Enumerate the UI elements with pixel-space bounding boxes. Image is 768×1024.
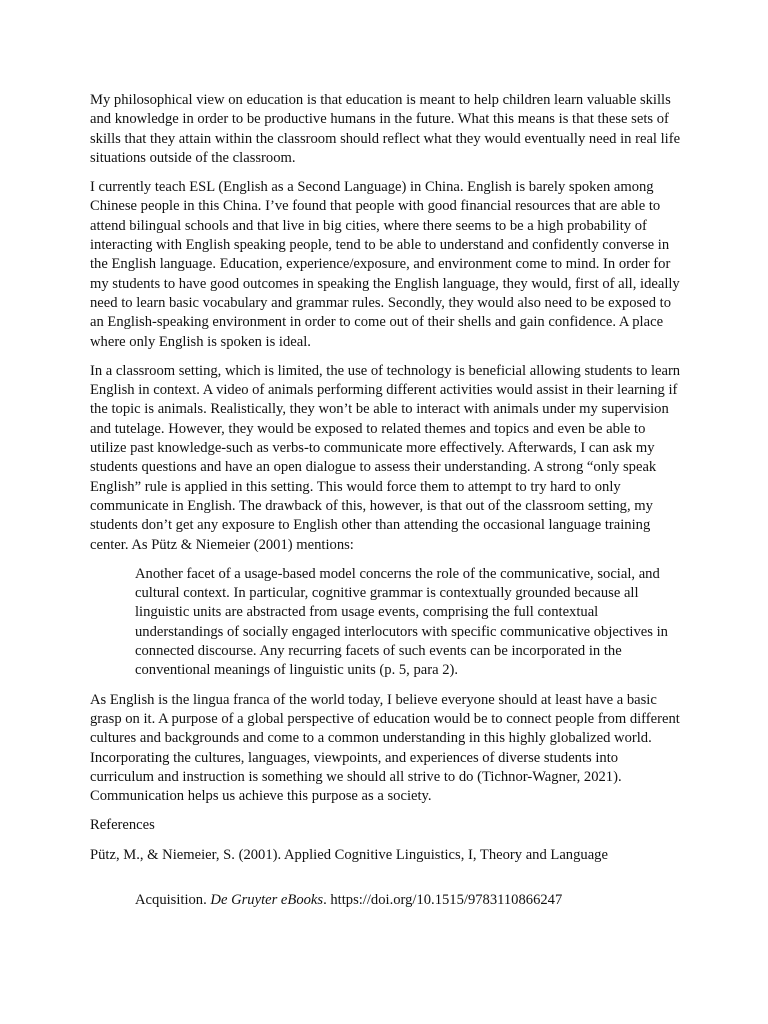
reference-publisher: De Gruyter eBooks [210,891,324,908]
reference-entry [90,846,682,911]
document-page [90,91,682,910]
reference-line-2 [135,891,682,910]
reference-doi: . https://doi.org/10.1515/9783110866247 [323,891,563,908]
paragraph-esl-china: I currently teach ESL (English as a Second Language) in China. English is barely spoken among Chinese people in this China. I’ve found that people with good financial resources that are able to attend bilingual schools and that live in big cities, where there seems to be a high probability of interacting with English speaking people, tend to be able to understand and confidently converse in the English language. Education, experience/exposure, and environment come to mind. In order for my students to have good outcomes in speaking the English language, they would, first of all, ideally need to learn basic vocabulary and grammar rules. Secondly, they would also need to be exposed to an English-speaking environment in order to come out of their shells and gain confidence. A place where only English is spoken is ideal. [90,179,680,350]
paragraph-philosophy: My philosophical view on education is that education is meant to help children learn valuable skills and knowledge in order to be productive humans in the future. What this means is that these sets of skills that they attain within the classroom should reflect what they would eventually need in real life situations outside of the classroom. [90,92,681,166]
reference-acquisition: Acquisition. [135,891,211,908]
block-quote: Another facet of a usage-based model concerns the role of the communicative, social, and cultural context. In particular, cognitive grammar is contextually grounded because all linguistic units are abstracted from usage events, comprising the full contextual understandings of socially engaged interlocutors with specific communicative objectives in connected discourse. Any recurring facets of such events can be incorporated in the conventional meanings of linguistic units (p. 5, para 2). [135,565,668,679]
references-heading: References [90,817,155,834]
paragraph-classroom-technology: In a classroom setting, which is limited, the use of technology is beneficial allowing students to learn English in context. A video of animals performing different activities would assist in their learning if the topic is animals. Realistically, they won’t be able to interact with animals under my supervision and tutelage. However, they would be exposed to related themes and topics and even be able to utilize past knowledge-such as verbs-to communicate more effectively. Afterwards, I can ask my students questions and have an open dialogue to assess their understanding. A strong “only speak English” rule is applied in this setting. This would force them to attempt to try hard to only communicate in English. The drawback of this, however, is that out of the classroom setting, my students don’t get any exposure to English other than attending the occasional language training center. As Pütz & Niemeier (2001) mentions: [90,362,681,553]
reference-line-1: Pütz, M., & Niemeier, S. (2001). Applied Cognitive Linguistics, I, Theory and Language [90,846,608,863]
paragraph-lingua-franca: As English is the lingua franca of the world today, I believe everyone should at least have a basic grasp on it. A purpose of a global perspective of education would be to connect people from different cultures and backgrounds and come to a common understanding in this highly globalized world. Incorporating the cultures, languages, viewpoints, and experiences of diverse students into curriculum and instruction is something we should all strive to do (Tichnor-Wagner, 2021). Communication helps us achieve this purpose as a society. [90,691,680,805]
